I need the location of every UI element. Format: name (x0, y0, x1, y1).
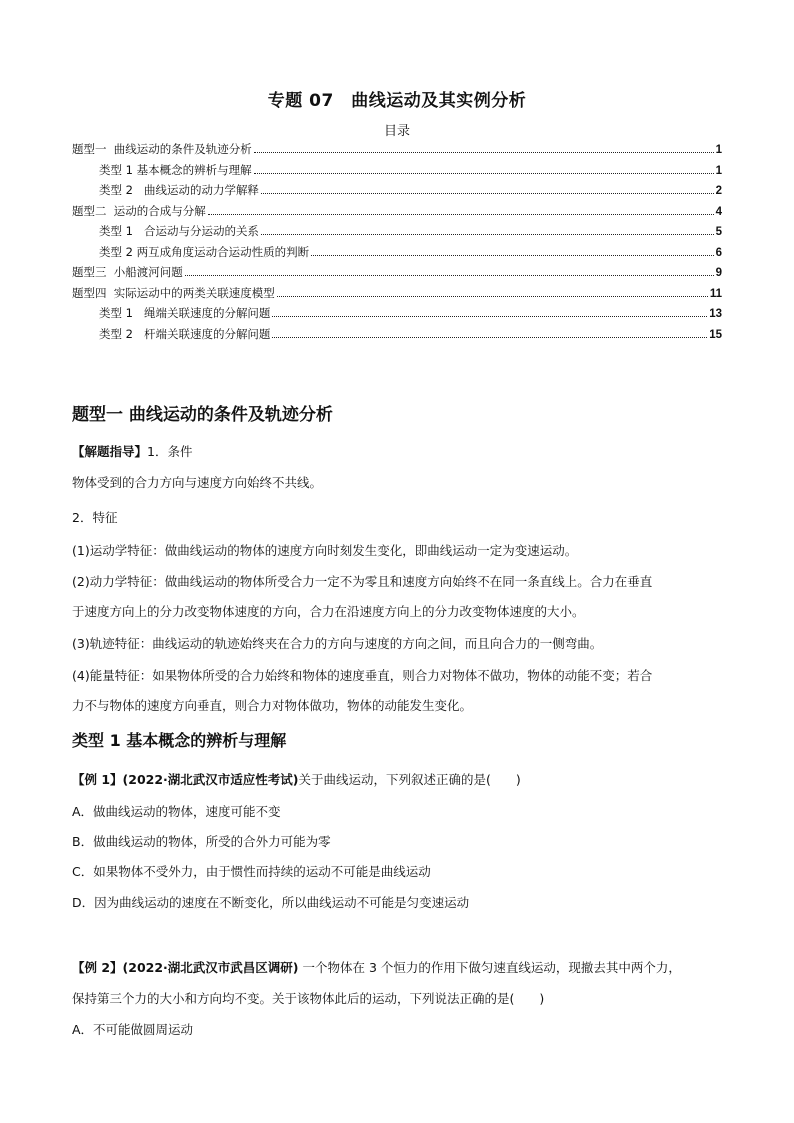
feature-dynamics-line1: (2)动力学特征：做曲线运动的物体所受合力一定不为零且和速度方向始终不在同一条直线上。合力在垂直 (72, 574, 653, 589)
toc-entry-text: 题型四 实际运动中的两类关联速度模型 (72, 285, 275, 300)
section-heading: 题型一 曲线运动的条件及轨迹分析 (72, 405, 333, 425)
document-title: 专题 07 曲线运动及其实例分析 (267, 91, 527, 111)
example2-question-line1 (72, 952, 732, 983)
example1-question (72, 764, 732, 795)
toc-leader-dots (185, 274, 714, 276)
toc-leader-dots (261, 192, 714, 194)
feature-kinematics: (1)运动学特征：做曲线运动的物体的速度方向时刻发生变化，即曲线运动一定为变速运动。 (72, 543, 578, 558)
example2-label: 【例 2】(2022·湖北武汉市武昌区调研) (72, 960, 299, 975)
toc-entry-text: 类型 1 绳端关联速度的分解问题 (99, 306, 271, 320)
guide-line (72, 436, 732, 467)
feature-title: 2．特征 (72, 510, 118, 525)
toc-entry[interactable] (72, 305, 722, 326)
example2-option-a: A．不可能做圆周运动 (72, 1022, 194, 1037)
toc-entry-text: 类型 2 两互成角度运动合运动性质的判断 (99, 244, 310, 259)
toc-entry-text: 类型 2 杆端关联速度的分解问题 (99, 326, 271, 341)
guide-label: 【解题指导】 (72, 444, 148, 459)
example1-option-d: D．因为曲线运动的速度在不断变化，所以曲线运动不可能是匀变速运动 (72, 895, 470, 910)
toc-entry[interactable] (72, 326, 722, 347)
feature-energy-line2: 力不与物体的速度方向垂直，则合力对物体做功，物体的动能发生变化。 (72, 698, 473, 713)
toc-entry-page: 1 (715, 144, 722, 156)
toc-entry[interactable] (72, 162, 722, 183)
example2-text: 一个物体在 3 个恒力的作用下做匀速直线运动，现撤去其中两个力， (298, 960, 681, 975)
toc-leader-dots (254, 151, 714, 153)
toc-entry-text: 题型三 小船渡河问题 (72, 265, 183, 279)
toc-leader-dots (208, 213, 714, 215)
guide-text: 1．条件 (147, 444, 193, 459)
example2-question-line2: 保持第三个力的大小和方向均不变。关于该物体此后的运动，下列说法正确的是( ) (72, 991, 545, 1006)
toc-entry[interactable] (72, 223, 722, 244)
feature-dynamics-line2: 于速度方向上的分力改变物体速度的方向，合力在沿速度方向上的分力改变物体速度的大小。 (72, 604, 585, 619)
type-heading: 类型 1 基本概念的辨析与理解 (72, 731, 287, 750)
toc-entry-page: 2 (715, 185, 722, 197)
toc-entry-text: 类型 2 曲线运动的动力学解释 (99, 183, 259, 197)
toc-entry-page: 13 (709, 308, 722, 320)
toc-entry-page: 11 (709, 287, 722, 300)
toc-entry[interactable] (72, 141, 722, 162)
toc-entry-page: 15 (709, 328, 722, 341)
condition-text: 物体受到的合力方向与速度方向始终不共线。 (72, 475, 323, 490)
toc-leader-dots (311, 254, 713, 256)
toc-entry-text: 题型一 曲线运动的条件及轨迹分析 (72, 142, 252, 156)
example1-option-c: C．如果物体不受外力，由于惯性而持续的运动不可能是曲线运动 (72, 864, 431, 879)
toc-entry[interactable] (72, 203, 722, 224)
toc-entry[interactable] (72, 244, 722, 265)
toc-heading: 目录 (383, 124, 410, 139)
toc-entry-page: 1 (715, 164, 722, 177)
toc-entry-text: 题型二 运动的合成与分解 (72, 203, 206, 218)
example1-label: 【例 1】(2022·湖北武汉市适应性考试) (72, 772, 299, 787)
toc-leader-dots (277, 295, 708, 297)
feature-energy-line1: (4)能量特征：如果物体所受的合力始终和物体的速度垂直，则合力对物体不做功，物体的动能不变；若合 (72, 668, 653, 683)
toc-leader-dots (254, 172, 714, 174)
toc-entry[interactable] (72, 285, 722, 306)
table-of-contents (72, 141, 722, 346)
toc-leader-dots (272, 315, 707, 317)
toc-entry-page: 9 (715, 267, 722, 279)
toc-entry[interactable] (72, 264, 722, 285)
example1-option-b: B．做曲线运动的物体，所受的合外力可能为零 (72, 834, 331, 849)
toc-entry-text: 类型 1 合运动与分运动的关系 (99, 224, 259, 238)
toc-entry-page: 5 (715, 226, 722, 238)
toc-leader-dots (261, 233, 714, 235)
toc-entry-page: 6 (715, 246, 722, 259)
example1-text: 关于曲线运动，下列叙述正确的是( ) (298, 772, 521, 787)
toc-entry-page: 4 (715, 205, 722, 218)
feature-trajectory: (3)轨迹特征：曲线运动的轨迹始终夹在合力的方向与速度的方向之间，而且向合力的一侧弯曲。 (72, 636, 603, 651)
toc-entry[interactable] (72, 182, 722, 203)
toc-entry-text: 类型 1 基本概念的辨析与理解 (99, 162, 252, 177)
toc-leader-dots (272, 336, 707, 338)
example1-option-a: A．做曲线运动的物体，速度可能不变 (72, 804, 281, 819)
